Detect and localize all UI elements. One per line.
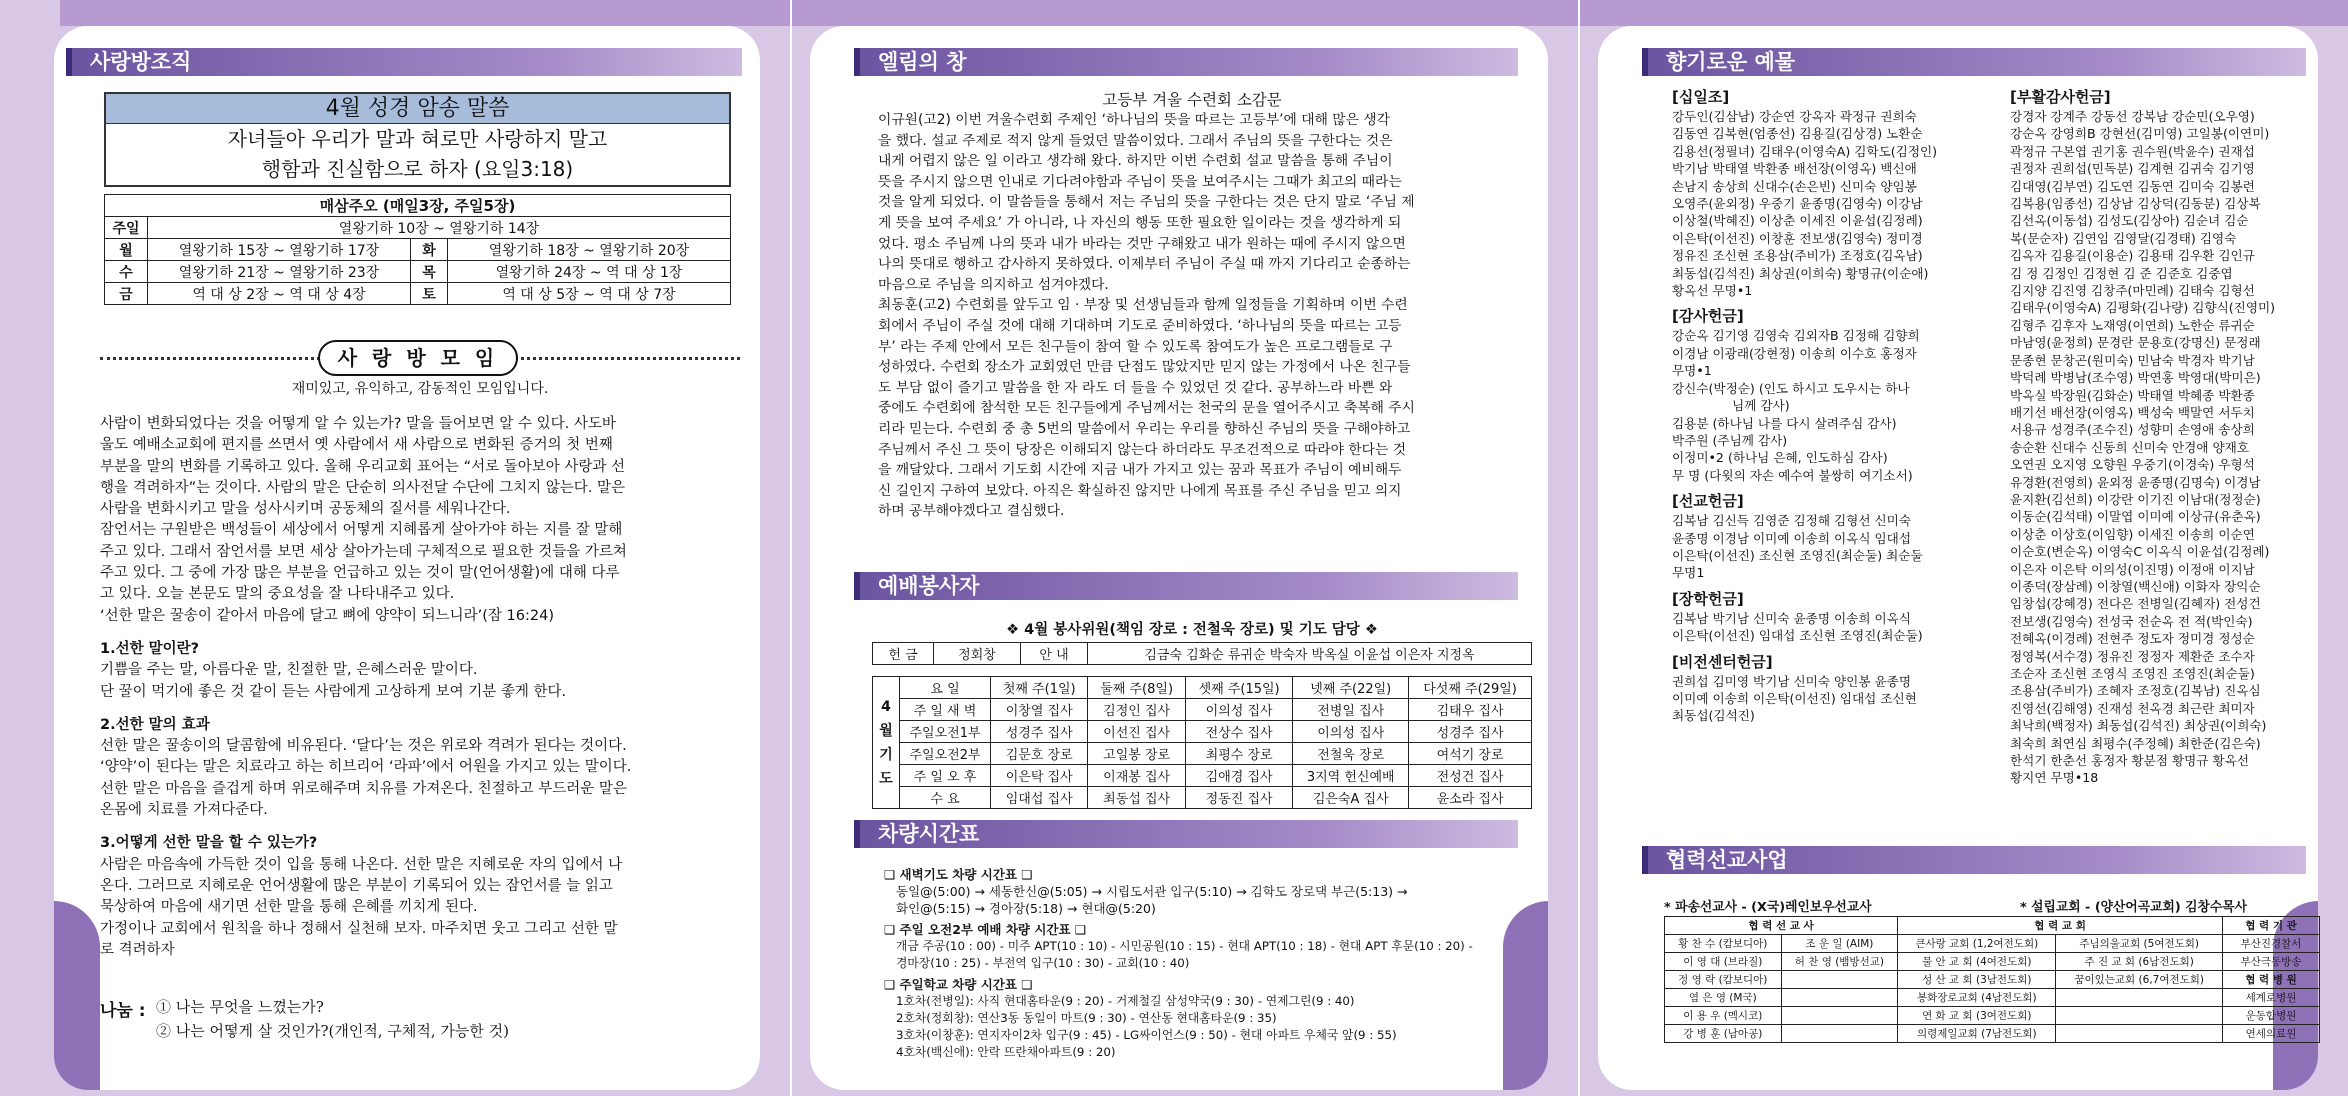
reading-day: 금 [105,283,148,305]
donor-line: 조순자 조신현 조영식 조영진 조영진(최순둘) [2010,666,2255,681]
memory-verse-line-2: 행함과 진실함으로 하자 (요일3:18) [261,157,574,181]
donor-line: 이순호(변순옥) 이영숙C 이옥식 이윤섭(김정례) [2010,544,2270,560]
role-person: 정회창 [934,643,1021,665]
service-name: 주 일 새 벽 [900,699,991,721]
table-row [873,787,1532,809]
service-name: 주 일 오 후 [900,765,991,787]
text-line: 회에서 주님이 주실 것에 대해 기대하며 기도로 준비하였다. ‘하나님의 뜻을 따르는 고등 [878,317,1402,334]
table-row [1665,1025,2320,1043]
table-cell [1781,989,1898,1007]
donor-line: 이은자 이은탁 이의성(이진명) 이정애 이지남 [2010,561,2255,577]
table-row [1665,1007,2320,1025]
table-cell: 여석기 장로 [1409,743,1532,765]
table-row [1665,935,2320,953]
table-cell: 전성건 집사 [1409,765,1532,787]
text-line: 나의 뜻대로 행하고 감사하지 못하였다. 이제부터 주님이 주실 때 까지 기다리고 순종하는 [878,256,1411,273]
donor-line: 김용선(정필녀) 김태우(이영숙A) 김학도(김정인) [1672,143,1938,159]
table-cell: 강 병 훈 (남아공) [1665,1025,1782,1043]
donor-line: 서용규 성경주(조수진) 성향미 손영애 송상희 [2010,422,2255,438]
text-line: 사람이 변화되었다는 것을 어떻게 알 수 있는가? 말을 들어보면 알 수 있다. 사도바 [100,416,616,432]
missionary-note: * 파송선교사 - (X국)레인보우선교사 [1664,900,1872,915]
table-cell: 이 용 우 (멕시코) [1665,1007,1782,1025]
panel-sarangbang [0,0,790,1096]
table-cell: 조 운 일 (AIM) [1781,935,1898,953]
offering-heading: [선교헌금] [1672,492,1744,511]
table-cell: 전상수 집사 [1185,721,1293,743]
bus-line: 경마장(10 : 25) - 부전역 입구(10 : 30) - 교회(10 : 40) [896,956,1190,970]
section-header-elim: 엘림의 창 [854,48,1518,76]
donor-line: 이경남 이광래(강현정) 이송희 이수호 홍정자 [1672,345,1917,361]
donor-line: 강순옥 강영희B 강현선(김미영) 고일봉(이연미) [2010,126,2270,142]
table-cell: 최동섭 집사 [1088,787,1185,809]
donor-line: 곽정규 구본엽 권기홍 권수원(박윤수) 권재섭 [2010,143,2255,159]
table-cell: 이의성 집사 [1185,699,1293,721]
table-cell: 3지역 헌신예배 [1293,765,1409,787]
offering-heading: [십일조] [1672,88,1730,106]
donor-line: 김지양 김진영 김창주(마민례) 김태숙 김형선 [2010,283,2255,299]
donor-line: 김용분 (하나님 나를 다시 살려주심 감사) [1672,415,1897,431]
bus-title-school: ❑ 주일학교 차량 시간표 ❑ [884,977,1033,992]
table-cell [2056,989,2223,1007]
text-line: 로 격려하자 [100,941,175,958]
table-cell [1781,971,1898,989]
reading-range: 열왕기하 21장 ~ 열왕기하 23장 [148,261,411,283]
donor-line: 김복남 박기남 신미숙 윤종명 이송희 이옥식 [1672,610,1911,626]
prayer-schedule-table [872,676,1532,809]
table-cell: 연세의료원 [2223,1025,2320,1043]
table-cell: 꿈이있는교회 (6,7여전도회) [2056,971,2223,989]
table-cell: 이은탁 집사 [991,765,1088,787]
bus-line: 화인@(5:15) → 경아장(5:18) → 현대@(5:20) [896,901,1156,916]
table-cell: 전병일 집사 [1293,699,1409,721]
text-line: 울도 예배소교회에 편지를 쓰면서 옛 사람에서 새 사람으로 변화된 증거의 첫 번째 [100,437,613,454]
reading-day: 월 [105,239,148,261]
donor-line: 손남지 송상희 신대수(손은빈) 신미숙 양임봉 [1672,178,1917,194]
donor-line: 오연권 오지영 오향원 우중기(이경숙) 우형석 [2010,457,2255,473]
donor-line: 님께 감사) [1672,398,1790,414]
table-cell: 김문호 장로 [991,743,1088,765]
table-cell: 염 은 영 (M국) [1665,989,1782,1007]
donor-line: 유경환(전영희) 윤외정 윤종명(김명숙) 이경남 [2010,474,2261,490]
servers-title: ❖ 4월 봉사위원(책임 장로 : 전철욱 장로) 및 기도 담당 ❖ [1006,622,1378,638]
mission-partner-table [1664,916,2320,1043]
top-band [1580,0,2348,26]
text-line: 이규원(고2) 이번 겨울수련회 주제인 ‘하나님의 뜻을 따르는 고등부’에 대해 많은 생각 [878,112,1390,128]
text-line: 주고 있다. 그래서 잠언서를 보면 세상 살아가는데 구체적으로 필요한 것들을 가르쳐 [100,543,627,560]
essay-title: 고등부 겨울 수련회 소감문 [1102,91,1282,109]
column-header: 다섯째 주(29일) [1409,677,1532,699]
text-line: 리라 믿는다. 수련회 중 총 5번의 말씀에서 우리는 우리를 향하신 주님의 뜻을 구해야하고 [878,420,1411,437]
text-line: 을 깨달았다. 그래서 기도회 시간에 지금 내가 가지고 있는 꿈과 목표가 주님이 예비해두 [878,462,1402,479]
section-header-bus: 차량시간표 [854,820,1518,848]
table-cell: 부산진경찰서 [2223,935,2320,953]
table-cell: 이의성 집사 [1293,721,1409,743]
donor-line: 윤지환(김선희) 이강란 이기진 이남대(정정순) [2010,491,2261,507]
service-name: 주일오전1부 [900,721,991,743]
donor-line: 전보생(김영숙) 전성국 전순옥 전 적(박인숙) [2010,613,2253,629]
text-line: 온몸에 치료를 가져다준다. [100,802,268,819]
donor-line: 김복남 김신득 김영준 김정해 김형선 신미숙 [1672,513,1911,529]
table-cell: 주님의울교회 (5여전도회) [2056,935,2223,953]
table-cell: 성경주 집사 [1409,721,1532,743]
essay-body [878,110,1512,522]
text-line: 부분을 말의 변화를 기록하고 있다. 올해 우리교회 표어는 “서로 돌아보아 사랑과 선 [100,458,626,475]
text-line: 사람을 변화시키고 말을 성사시키며 공동체의 질서를 세워나간다. [100,501,511,518]
bus-title-sunday: ❑ 주일 오전2부 예배 차량 시간표 ❑ [884,922,1087,937]
text-line: 가정이나 교회에서 원칙을 하나 정해서 실천해 보자. 마주치면 웃고 그리고 선한 말 [100,920,618,937]
text-line: 게 뜻을 보여 주세요’ 가 아니라, 나 자신의 행동 또한 필요한 일이라는 것을 생각하게 되 [878,214,1402,231]
table-row [873,699,1532,721]
donor-line: 강경자 강계주 강동선 강복남 강순민(오우영) [2010,109,2255,124]
donor-line: 전혜옥(이경례) 전현주 정도자 정미경 정성순 [2010,631,2255,647]
table-cell: 부산극동방송 [2223,953,2320,971]
donor-line: 강신수(박정순) (인도 하시고 도우시는 하나 [1672,380,1910,396]
donor-line: 이종덕(장삼례) 이창열(백신애) 이화자 장익순 [2010,578,2261,594]
text-line: 내게 어렵지 않은 일 이라고 생각해 왔다. 하지만 이번 수련회 설교 말씀을 통해 주님이 [878,153,1393,170]
donor-line: 황지연 무명•18 [2010,770,2099,786]
donor-line: 이상춘 이상호(이임향) 이세진 이송희 이순연 [2010,526,2255,542]
donor-line: 이은탁(이선진) 조신현 조영진(최순둘) 최순둘 [1672,547,1923,563]
column-header: 협 력 선 교 사 [1665,917,1898,935]
text-line: 최동훈(고2) 수련회를 앞두고 임 · 부장 및 선생님들과 함께 일정들을 기획하며 이번 수련 [878,297,1408,314]
table-cell: 최평수 장로 [1185,743,1293,765]
donor-line: 이미예 이송희 이은탁(이선진) 임대섭 조신현 [1672,690,1917,706]
donor-line: 이은탁(이선진) 임대섭 조신현 조영진(최순둘) [1672,628,1923,644]
offering-heading: [장학헌금] [1672,589,1744,608]
donor-line: 윤종명 이경남 이미예 이송희 이옥식 임대섭 [1672,530,1911,546]
church-note: * 설립교회 - (양산어곡교회) 김창수목사 [2020,900,2247,915]
text-line: ‘양약’이 된다는 말은 치료라고 하는 히브리어 ‘라파’에서 어원을 가지고 있는 말이다. [100,759,632,776]
table-cell: 김태우 집사 [1409,699,1532,721]
bus-schedules [884,866,1524,1061]
donor-line: 무명1 [1672,565,1705,581]
share-question-1: ① 나는 무엇을 느꼈는가? [156,998,324,1016]
donor-line: 마남영(윤정희) 문경란 문용호(강명신) 문정래 [2010,335,2261,351]
panel-offerings [1580,0,2348,1096]
panel-elim [792,0,1578,1096]
text-line: 마음으로 주님을 의지하고 섬겨야겠다. [878,276,1109,293]
bible-reading-table [104,194,731,305]
table-cell: 물 안 교 회 (4여전도회) [1898,953,2056,971]
donor-line: 진영선(김해영) 진재성 천옥경 최근란 최미자 [2010,700,2255,716]
text-line: 하며 공부해야겠다고 결심했다. [878,503,1065,520]
table-cell: 성 산 교 회 (3남전도회) [1898,971,2056,989]
text-line: 잠언서는 구원받은 백성들이 세상에서 어떻게 지혜롭게 살아가야 하는 지를 잘 말해 [100,522,623,539]
reading-plan-title: 매삼주오 (매일3장, 주일5장) [105,195,731,217]
text-line: 중에도 수련회에 참석한 모든 친구들에게 주님께서는 천국의 문을 열어주시고 축복해 주시 [878,400,1415,417]
donor-line: 한석기 한춘선 홍정자 황분점 황명규 황옥선 [2010,753,2249,769]
table-cell: 봉화장로교회 (4남전도회) [1898,989,2056,1007]
table-cell: 큰사랑 교회 (1,2여전도회) [1898,935,2056,953]
donor-line: 황옥선 무명•1 [1672,283,1753,299]
offering-column-left [1672,86,1982,725]
text-line: 단 꿀이 먹기에 좋은 것 같이 듣는 사람에게 고상하게 보여 기분 좋게 한다. [100,683,567,700]
donor-line: 최숙희 최연심 최평수(주정혜) 최한준(김은숙) [2010,735,2261,751]
top-band [792,0,1578,26]
donor-line: 이정미•2 (하나님 은혜, 인도하심 감사) [1672,450,1888,466]
donor-line: 권정자 권희섭(민독분) 김계현 김귀숙 김기영 [2010,161,2255,177]
reading-range: 열왕기하 18장 ~ 열왕기하 20장 [448,239,731,261]
table-cell: 이창열 집사 [991,699,1088,721]
table-row [873,721,1532,743]
text-line: 뜻을 주시지 않으면 인내로 기다려야함과 주님이 뜻을 보여주시는 그때가 최고의 때라는 [878,173,1402,190]
donor-line: 강순옥 김기영 김영숙 김외자B 김정해 김향희 [1672,328,1920,344]
table-cell [1781,1025,1898,1043]
service-name: 수 요 [900,787,991,809]
heading-2: 2.선한 말의 효과 [100,716,210,733]
donor-line: 박주원 (주님께 감사) [1672,432,1788,448]
donor-line: 김복용(임종선) 김상남 김상덕(김동분) 김상복 [2010,196,2261,212]
donor-line: 이은탁(이선진) 이창훈 전보생(김영숙) 정미경 [1672,230,1923,246]
text-line: 을 했다. 설교 주제로 적지 않게 들었던 말씀이었다. 그래서 주님의 뜻을 구한다는 것은 [878,132,1393,149]
table-cell: 김애경 집사 [1185,765,1293,787]
service-name: 주일오전2부 [900,743,991,765]
table-cell: 황 찬 수 (캄보디아) [1665,935,1782,953]
donor-line: 문종현 문창곤(원미숙) 민남숙 박경자 박기남 [2010,352,2255,368]
text-line: 신 길인지 구하여 보았다. 아직은 확실하진 않지만 나에게 목표를 주신 주님을 믿고 의지 [878,482,1402,499]
reading-range: 열왕기하 24장 ~ 역 대 상 1장 [448,261,731,283]
donor-line: 권희섭 김미영 박기남 신미숙 양인봉 윤종명 [1672,673,1911,689]
role-label: 헌 금 [873,643,934,665]
reading-day: 화 [411,239,448,261]
donor-line: 정유진 조신현 조용삼(주비가) 조정호(김옥남) [1672,248,1923,264]
column-header: 셋째 주(15일) [1185,677,1293,699]
text-line: 것을 알게 되었다. 이 말씀들을 통해서 저는 주님의 뜻을 구한다는 것은 단지 말로 ‘주님 제 [878,194,1415,211]
donor-line: 조용삼(주비가) 조혜자 조정호(김복남) 진옥심 [2010,683,2261,699]
table-row [1665,989,2320,1007]
table-cell: 임대섭 집사 [991,787,1088,809]
donor-line: 이상철(박혜진) 이상춘 이세진 이윤섭(김정례) [1672,213,1923,229]
table-cell [1781,1007,1898,1025]
table-cell: 성경주 집사 [991,721,1088,743]
table-row [873,765,1532,787]
text-line: 도 부담 없이 즐기고 말씀을 한 자 라도 더 들을 수 있었던 것 같다. 공부하느라 바쁜 와 [878,379,1393,396]
donor-line: 강두인(김삼남) 강순연 강옥자 곽정규 권희숙 [1672,109,1917,124]
table-cell: 이선진 집사 [1088,721,1185,743]
donor-line: 김동연 김복현(엄종선) 김용길(김상경) 노환순 [1672,126,1923,142]
text-line: 온다. 그러므로 지혜로운 언어생활에 많은 부분이 기록되어 있는 잠언서를 늘 읽고 [100,877,613,894]
role-person: 김금숙 김화순 류귀순 박숙자 박옥실 이윤섭 이은자 지정옥 [1088,643,1532,665]
section-header-mission: 협력선교사업 [1642,846,2306,874]
column-header: 협 력 기 관 [2223,917,2320,935]
memory-verse-line-1: 자녀들아 우리가 말과 혀로만 사랑하지 말고 [227,127,608,151]
text-line: 주님께서 주신 그 뜻이 당장은 이해되지 않는다 하더라도 무조건적으로 따라야 한다는 것 [878,441,1407,458]
reading-range: 열왕기하 10장 ~ 열왕기하 14장 [148,217,731,239]
table-cell [2056,1025,2223,1043]
memory-verse-box [104,92,731,187]
reading-day: 주일 [105,217,148,239]
bus-line: 4호차(백신애): 안락 뜨란채아파트(9 : 20) [896,1045,1116,1059]
table-row [1665,953,2320,971]
table-cell: 협 력 병 원 [2223,971,2320,989]
donor-line: 김 정 김정인 김정현 김 준 김준호 김중엽 [2010,265,2233,281]
column-header: 둘째 주(8일) [1088,677,1185,699]
section-header-offerings: 향기로운 예물 [1642,48,2306,76]
moim-title: 사 랑 방 모 임 [318,340,518,376]
donor-line: 박옥실 박장원(김화순) 박태열 박혜종 박환종 [2010,387,2255,403]
donor-line: 무 명 (다윗의 자손 예수여 불쌍히 여기소서) [1672,467,1913,483]
donor-line: 최동섭(김석진) [1672,708,1755,724]
bus-title-dawn: ❑ 새벽기도 차량 시간표 ❑ [884,867,1033,882]
top-band [60,0,790,26]
share-question-2: ② 나는 어떻게 살 것인가?(개인적, 구체적, 가능한 것) [156,1022,509,1040]
text-line: 고 있다. 오늘 본문도 말의 중요성을 잘 나타내주고 있다. [100,586,455,603]
donor-line: 최동섭(김석진) 최상권(이희숙) 황명규(이순애) [1672,265,1929,281]
text-line: 선한 말은 꿀송이의 달콤함에 비유된다. ‘달다’는 것은 위로와 격려가 된다는 것이다. [100,738,627,755]
offering-heading: [감사헌금] [1672,307,1744,326]
text-line: 부’ 라는 주제 안에서 모든 친구들이 참여 할 수 있도록 참여도가 높은 프로그램들로 구 [878,338,1393,355]
donor-line: 배기선 배선장(이영옥) 백성숙 백말연 서두치 [2010,404,2255,420]
reading-range: 열왕기하 15장 ~ 열왕기하 17장 [148,239,411,261]
column-header: 협 력 교 회 [1898,917,2223,935]
donor-line: 최낙희(백정자) 최동섭(김석진) 최상권(이희숙) [2010,718,2267,734]
table-cell: 이재봉 집사 [1088,765,1185,787]
donor-line: 무명•1 [1672,363,1712,379]
donor-line: 박기남 박태열 박환종 배선장(이영옥) 백신애 [1672,161,1917,177]
table-cell: 정동진 집사 [1185,787,1293,809]
table-cell: 전철욱 장로 [1293,743,1409,765]
corner-decoration [54,901,100,1090]
section-header-sarangbang: 사랑방조직 [66,48,742,76]
text-line: 주고 있다. 그 중에 가장 많은 부분을 언급하고 있는 것이 말(언어생활)에 대해 다루 [100,565,620,582]
table-cell: 김정인 집사 [1088,699,1185,721]
bus-line: 동일@(5:00) → 세동한신@(5:05) → 시립도서관 입구(5:10) → 김학도 장로댁 부근(5:13) → [896,884,1408,899]
donor-line: 김옥자 김용길(이용순) 김용태 김우환 김인규 [2010,248,2255,264]
column-header: 넷째 주(22일) [1293,677,1409,699]
bus-line: 1호차(전병일): 사직 현대홈타운(9 : 20) - 거제철길 삼성약국(9 : 30) - 연제그린(9 : 40) [896,994,1355,1008]
donor-line: 김선옥(이동섭) 김성도(김상아) 김순녀 김순 [2010,213,2249,229]
text-line: 기쁨을 주는 말, 아름다운 말, 친절한 말, 은혜스러운 말이다. [100,662,478,679]
donor-line: 이동순(김석태) 이말엽 이미예 이상규(유춘옥) [2010,509,2261,525]
moim-intro [100,414,732,961]
text-line: ‘선한 말은 꿀송이 같아서 마음에 달고 뼈에 양약이 되느니라’(잠 16:24) [100,607,554,624]
offering-heading: [부활감사헌금] [2010,88,2111,106]
text-line: 사람은 마음속에 가득한 것이 입을 통해 나온다. 선한 말은 지혜로운 자의 입에서 나 [100,856,623,873]
bus-line: 개금 주공(10 : 00) - 미주 APT(10 : 10) - 시민공원(10 : 15) - 현대 APT(10 : 18) - 현대 APT 후문(10 : 20) - [896,939,1473,953]
text-line: 행을 격려하자”는 것이다. 사람의 말은 단순히 의사전달 수단에 그치지 않는다. 말은 [100,479,626,496]
reading-range: 역 대 상 5장 ~ 역 대 상 7장 [448,283,731,305]
table-cell: 고일봉 장로 [1088,743,1185,765]
table-cell [2056,1007,2223,1025]
table-cell: 정 영 락 (캄보디아) [1665,971,1782,989]
bus-line: 3호차(이창훈): 연지자이2차 입구(9 : 45) - LG싸이언스(9 : 50) - 현대 아파트 우체국 앞(9 : 55) [896,1028,1397,1042]
table-cell: 허 찬 영 (뱀방선교) [1781,953,1898,971]
text-line: 었다. 평소 주님께 나의 뜻과 내가 바라는 것만 구해왔고 내가 원하는 때에 주시지 않으면 [878,235,1406,252]
donor-line: 송순환 신대수 신동희 신미숙 안경애 양재호 [2010,439,2249,455]
offering-usher-table [872,642,1532,665]
table-cell: 세계로병원 [2223,989,2320,1007]
month-label: 4 월 기 도 [873,677,900,809]
table-cell: 이 영 대 (브라질) [1665,953,1782,971]
donor-line: 박덕례 박병남(조수영) 박연홍 박영대(박미은) [2010,370,2261,386]
offering-column-right [2010,86,2310,787]
table-cell: 운동합병원 [2223,1007,2320,1025]
donor-line: 복(문순자) 김연임 김영달(김경태) 김영숙 [2010,230,2237,246]
text-line: 성하였다. 수련회 장소가 교회였던 만큼 단점도 많았지만 믿지 않는 가정에서 나온 친구들 [878,359,1411,376]
column-header: 요 일 [900,677,991,699]
donor-line: 정영복(서수경) 정유진 정정자 제환준 조수자 [2010,648,2255,664]
reading-range: 역 대 상 2장 ~ 역 대 상 4장 [148,283,411,305]
reading-day: 목 [411,261,448,283]
reading-day: 토 [411,283,448,305]
table-cell: 윤소라 집사 [1409,787,1532,809]
donor-line: 김대영(김부연) 김도연 김동연 김미숙 김봉련 [2010,178,2255,194]
donor-line: 김태우(이영숙A) 김평화(김나량) 김향식(진영미) [2010,300,2276,316]
table-row [1665,971,2320,989]
share-label: 나눔 : [100,1001,146,1021]
table-cell: 연 화 교 회 (3여전도회) [1898,1007,2056,1025]
column-header: 첫째 주(1일) [991,677,1088,699]
memory-verse-title: 4월 성경 암송 말씀 [106,94,729,124]
table-row [873,743,1532,765]
table-cell: 의령제일교회 (7남전도회) [1898,1025,2056,1043]
donor-line: 임창섭(강혜경) 전다은 전병일(김혜자) 전성건 [2010,596,2261,612]
offering-heading: [비전센터헌금] [1672,652,1773,671]
reading-day: 수 [105,261,148,283]
heading-3: 3.어떻게 선한 말을 할 수 있는가? [100,835,318,852]
role-label: 안 내 [1021,643,1088,665]
text-line: 묵상하여 마음에 새기면 선한 말을 통해 은혜를 끼치게 된다. [100,899,478,916]
donor-line: 오영주(윤외정) 우중기 윤종명(김영숙) 이강남 [1672,196,1923,212]
table-cell: 주 진 교 회 (6남전도회) [2056,953,2223,971]
heading-1: 1.선한 말이란? [100,640,200,657]
section-header-servers: 예배봉사자 [854,572,1518,600]
table-cell: 김은숙A 집사 [1293,787,1409,809]
bus-line: 2호차(정회창): 연산3동 동일이 마트(9 : 30) - 연산동 현대홈타운(9 : 35) [896,1011,1277,1025]
moim-subtitle: 재미있고, 유익하고, 감동적인 모임입니다. [291,381,549,397]
donor-line: 김형주 김후자 노재영(이연희) 노한순 류귀순 [2010,317,2255,333]
text-line: 선한 말은 마음을 즐겁게 하며 위로해주며 치유를 가져온다. 친절하고 부드러운 말은 [100,780,627,797]
